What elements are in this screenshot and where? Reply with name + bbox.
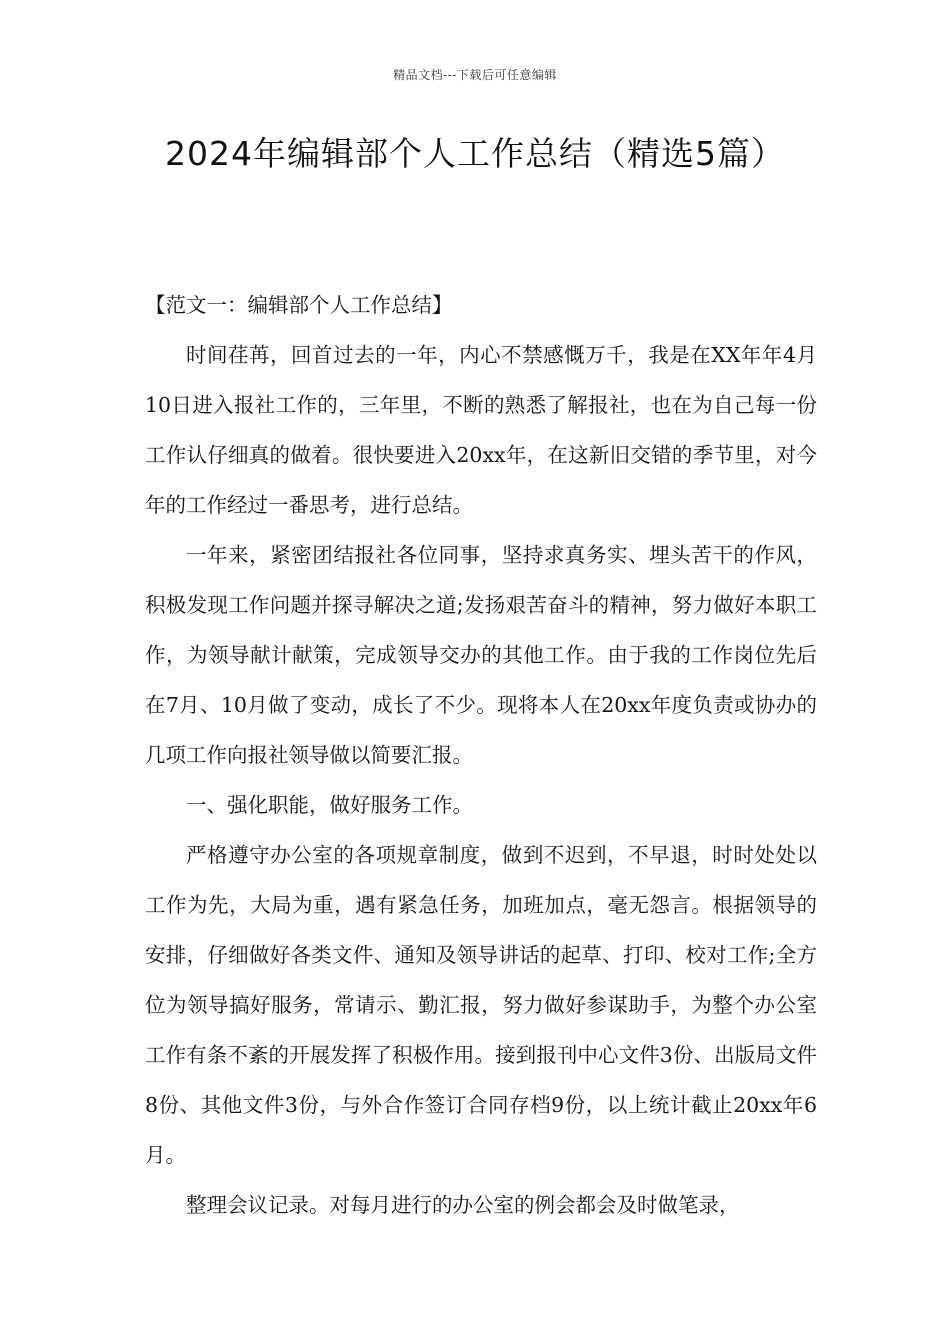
paragraph: 一年来，紧密团结报社各位同事，坚持求真务实、埋头苦干的作风，积极发现工作问题并探寻解决之道;发扬艰苦奋斗的精神，努力做好本职工作，为领导献计献策，完成领导交办的其他工作。由于我的工作岗位先后在7月、10月做了变动，成长了不少。现将本人在20xx年度负责或协办的几项工作向报社领导做以简要汇报。 bbox=[145, 543, 817, 767]
paragraph: 时间荏苒，回首过去的一年，内心不禁感慨万千，我是在XX年年4月10日进入报社工作的，三年里，不断的熟悉了解报社，也在为自己每一份工作认仔细真的做着。很快要进入20xx年，在这新旧交错的季节里，对今年的工作经过一番思考，进行总结。 bbox=[145, 343, 817, 517]
paragraph: 严格遵守办公室的各项规章制度，做到不迟到，不早退，时时处处以工作为先，大局为重，遇有紧急任务，加班加点，毫无怨言。根据领导的安排，仔细做好各类文件、通知及领导讲话的起草、打印、校对工作;全方位为领导搞好服务，常请示、勤汇报，努力做好参谋助手，为整个办公室工作有条不紊的开展发挥了积极作用。接到报刊中心文件3份、出版局文件8份、其他文件3份，与外合作签订合同存档9份，以上统计截止20xx年6月。 bbox=[145, 843, 817, 1167]
document-body bbox=[145, 280, 817, 1230]
paragraph: 整理会议记录。对每月进行的办公室的例会都会及时做笔录， bbox=[186, 1193, 740, 1217]
section-heading: 【范文一：编辑部个人工作总结】 bbox=[145, 293, 453, 317]
paragraph-heading: 一、强化职能，做好服务工作。 bbox=[186, 793, 473, 817]
header-watermark: 精品文档---下载后可任意编辑 bbox=[393, 68, 557, 82]
document-title: 2024年编辑部个人工作总结（精选5篇） bbox=[165, 134, 785, 173]
